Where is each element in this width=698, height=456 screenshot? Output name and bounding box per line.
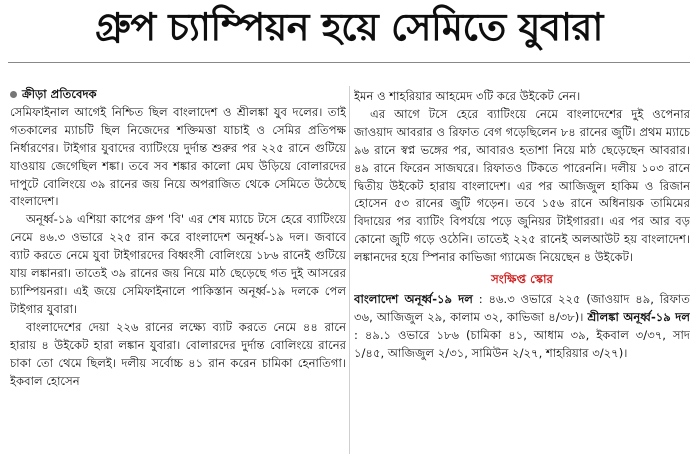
headline: গ্রুপ চ্যাম্পিয়ন হয়ে সেমিতে যুবারা — [95, 5, 603, 49]
scorecard-bangladesh — [354, 291, 690, 363]
column-divider — [349, 86, 350, 454]
scorecard-sl-team: শ্রীলঙ্কা অনূর্ধ্ব-১৯ দল — [587, 309, 690, 324]
scorecard-title: সংক্ষিপ্ত স্কোর — [491, 272, 553, 287]
article-left-column — [10, 86, 346, 454]
article-paragraph-3: বাংলাদেশের দেয়া ২২৬ রানের লক্ষ্যে ব্যাট করতে নেমে ৪৪ রানে হারায় ৪ উইকেট হারা লঙ্কান যুবারা। বোলারদের দুর্দান্ত বোলিংয়ে রানের চাকা তো থেমে ছিলই। দলীয় সর্বোচ্চ ৪১ রান করেন চামিকা হেনাতিগা। ইকবাল হোসেন — [10, 319, 346, 388]
article-right-column — [354, 88, 690, 448]
byline — [10, 86, 346, 104]
byline-text: ক্রীড়া প্রতিবেদক — [22, 87, 97, 101]
article-paragraph-1: সেমিফাইনাল আগেই নিশ্চিত ছিল বাংলাদেশ ও শ্রীলঙ্কা যুব দলের। তাই গতকালের ম্যাচটি ছিল নিজেদের শক্তিমত্তা যাচাই ও সেমির প্রতিপক্ষ নির্ধারণের। টাইগার যুবাদের ব্যাটিংয়ে দুর্দান্ত শুরুর পর ২২৫ রানে গুটিয়ে যাওয়ায় জেগেছিল শঙ্কা। তবে সব শঙ্কার কালো মেঘ উড়িয়ে বোলারদের দাপুটে বোলিংয়ে ৩৯ রানের জয় নিয়ে অপরাজিত থেকে সেমিতে উঠেছে বাংলাদেশ। — [10, 104, 346, 209]
scorecard-bd-team: বাংলাদেশ অনূর্ধ্ব-১৯ দল — [354, 291, 473, 306]
article-paragraph-5: এর আগে টসে হেরে ব্যাটিংয়ে নেমে বাংলাদেশের দুই ওপেনার জাওয়াদ আবরার ও রিফাত বেগ গড়েছিলেন ৮৪ রানের জুটি। প্রথম ম্যাচে ৯৬ রানে স্বপ্ন ভঙ্গের পর, আবারও হতাশা নিয়ে মাঠ ছেড়েছেন আবরার। ৪৯ রানে ফিরেন সাজঘরে। রিফাতও টিকতে পারেননি। দলীয় ১০৩ রানে দ্বিতীয় উইকেট হারায় বাংলাদেশ। এর পর আজিজুল হাকিম ও রিজান হোসেন ৫৩ রানের জুটি গড়েন। তবে ১৫৬ রানে অধিনায়ক তামিমের বিদায়ের পর ব্যাটিং বিপর্যয়ে পড়ে জুনিয়র টাইগাররা। এর পর আর বড় কোনো জুটি গড়ে ওঠেনি। তাতেই ২২৫ রানেই অলআউট হয় বাংলাদেশ। লঙ্কানদের হয়ে স্পিনার কাভিজা গ্যামেজ নিয়েছেন ৪ উইকেট। — [354, 106, 690, 265]
scorecard-sl-score: : ৪৯.১ ওভারে ১৮৬ (চামিকা ৪১, আধাম ৩৯, ইকবাল ৩/৩৭, সাদ ১/৪৫, আজিজুল ২/৩১, সামিউন ২/২৭, শাহরিয়ার ৩/২৭)। — [354, 327, 690, 360]
headline-rule — [8, 62, 690, 63]
scorecard-bd-score: : ৪৬.৩ ওভারে ২২৫ (জাওয়াদ ৪৯, রিফাত ৩৬, আজিজুল ২৯, কালাম ৩২, কাভিজা ৪/৩৮)। — [354, 291, 690, 324]
bullet-icon — [10, 91, 17, 98]
article-paragraph-2: অনূর্ধ্ব-১৯ এশিয়া কাপের গ্রুপ 'বি' এর শেষ ম্যাচে টসে হেরে ব্যাটিংয়ে নেমে ৪৬.৩ ওভারে ২২৫ রান করে বাংলাদেশ অনূর্ধ্ব-১৯ দল। জবাবে ব্যাট করতে নেমে যুবা টাইগারদের বিধ্বংসী বোলিংয়ে ১৮৬ রানেই গুটিয়ে যায় লঙ্কানরা। তাতেই ৩৯ রানের জয় নিয়ে মাঠ ছেড়েছে গত দুই আসরের চ্যাম্পিয়নরা। এই জয়ে সেমিফাইনালে পাকিস্তান অনূর্ধ্ব-১৯ দলকে পেল টাইগার যুবারা। — [10, 212, 346, 316]
article-paragraph-4: ইমন ও শাহরিয়ার আহমেদ ৩টি করে উইকেট নেন। — [354, 89, 581, 103]
